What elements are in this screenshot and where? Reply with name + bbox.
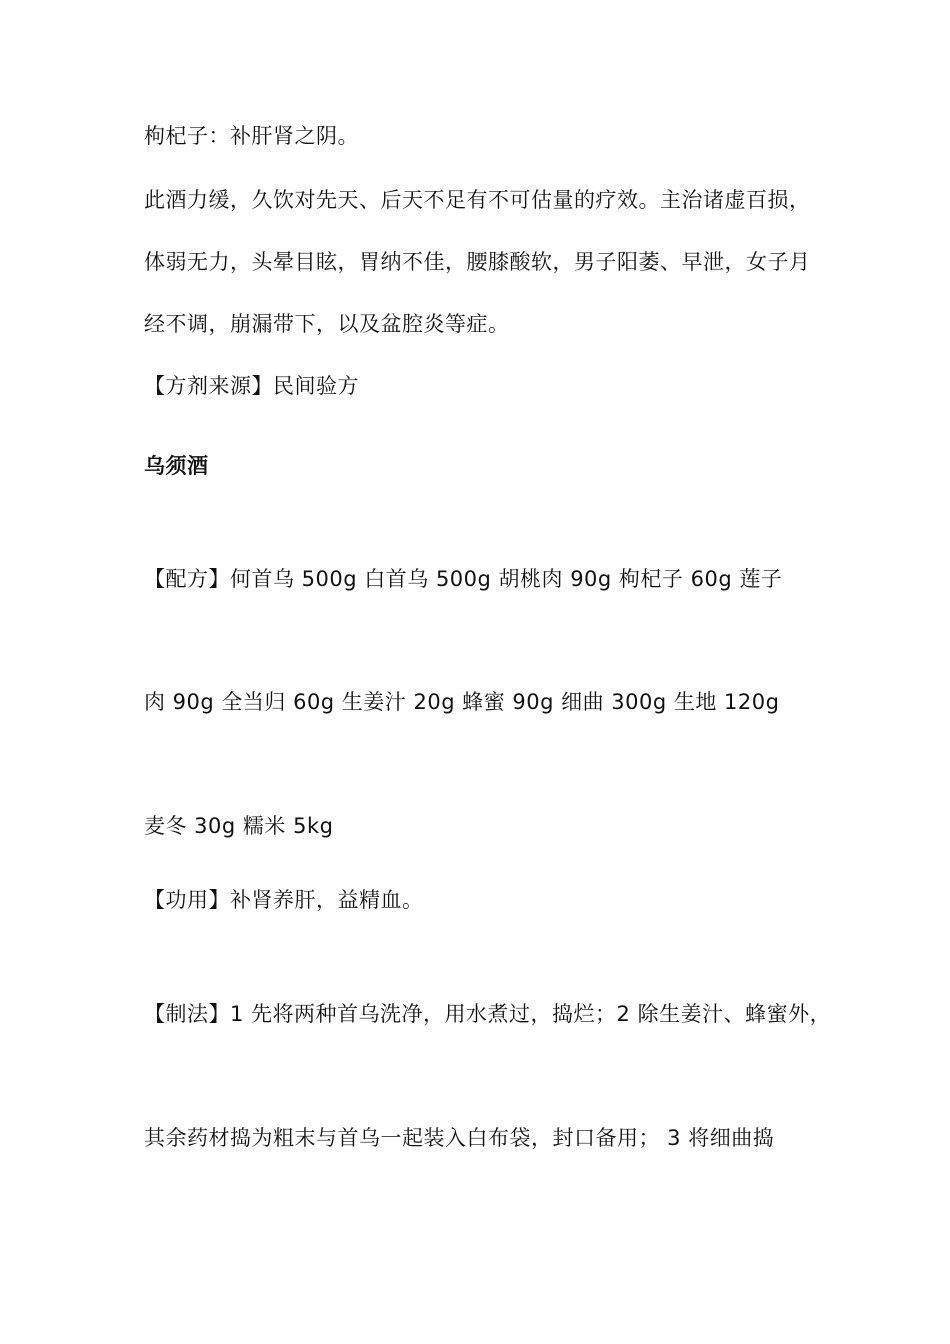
text-line-function: 【功用】补肾养肝，益精血。 [144, 888, 424, 912]
text-line-efficacy-3: 经不调，崩漏带下，以及盆腔炎等症。 [144, 312, 510, 336]
text-line-formula-2: 肉 90g 全当归 60g 生姜汁 20g 蜂蜜 90g 细曲 300g 生地 120g [144, 690, 780, 714]
text-line-formula-1: 【配方】何首乌 500g 白首乌 500g 胡桃肉 90g 枸杞子 60g 莲子 [144, 567, 783, 591]
section-heading-wuxujiu: 乌须酒 [144, 454, 209, 478]
text-line-formula-3: 麦冬 30g 糯米 5kg [144, 814, 334, 838]
text-line-efficacy-2: 体弱无力，头晕目眩，胃纳不佳，腰膝酸软，男子阳萎、早泄，女子月 [144, 250, 811, 274]
text-line-efficacy-1: 此酒力缓，久饮对先天、后天不足有不可估量的疗效。主治诸虚百损， [144, 188, 811, 212]
text-line-method-2: 其余药材捣为粗末与首乌一起装入白布袋，封口备用； 3 将细曲捣 [144, 1126, 775, 1150]
text-line-method-1: 【制法】1 先将两种首乌洗净，用水煮过，捣烂；2 除生姜汁、蜂蜜外， [144, 1002, 832, 1026]
text-line-gouqizi: 枸杞子：补肝肾之阴。 [144, 124, 359, 148]
text-line-source: 【方剂来源】民间验方 [144, 374, 359, 398]
